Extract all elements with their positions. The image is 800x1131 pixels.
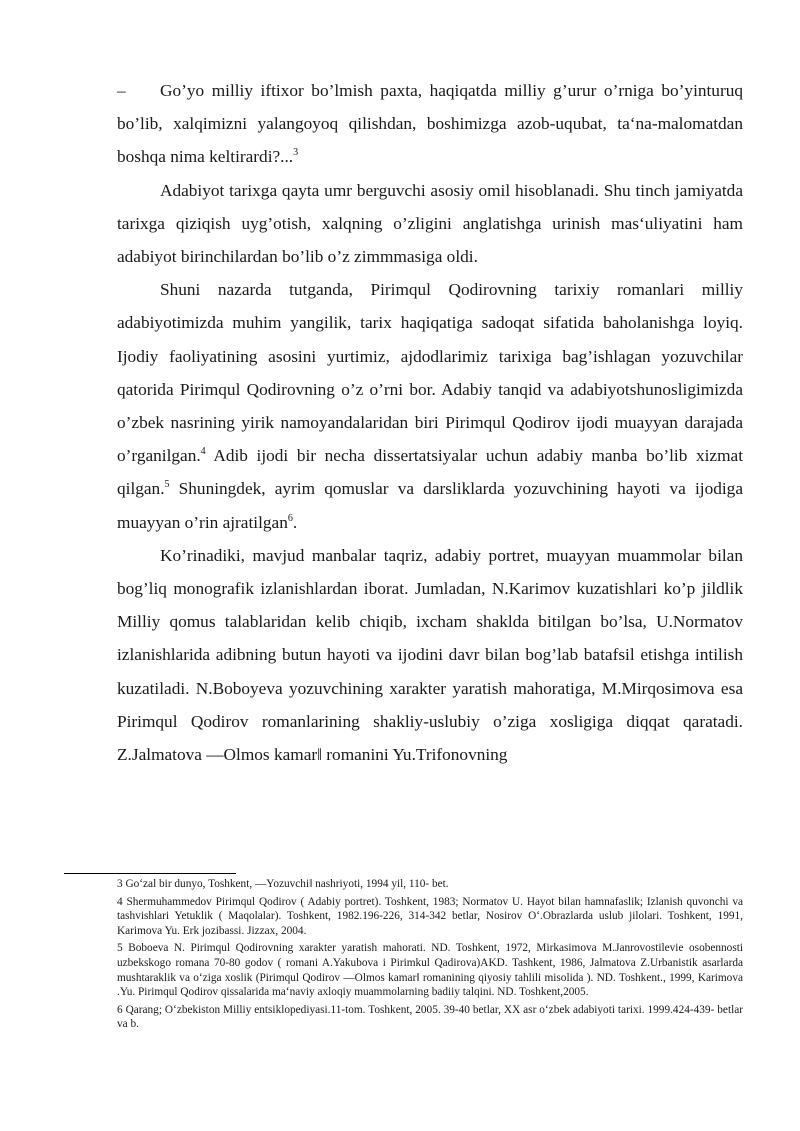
paragraph-3-end: . <box>292 512 298 532</box>
paragraph-3 <box>117 273 743 539</box>
footnote-ref-6[interactable]: 6 <box>287 512 293 524</box>
paragraph-4: Ko’rinadiki, mavjud manbalar taqriz, adabiy portret, muayyan muammolar bilan bog’liq monografik izlanishlardan iborat. Jumladan, N.Karimov kuzatishlari ko’p jildlik Milliy qomus talablaridan kelib chiqib, ixcham shaklda bitilgan bo’lsa, U.Normatov izlanishlarida adibning butun hayoti va ijodini davr bilan bog’lab batafsil etishga intilish kuzatiladi. N.Boboyeva yozuvchining xarakter yaratish mahoratiga, M.Mirqosimova esa Pirimqul Qodirov romanlarining shakliy-uslubiy o’ziga xosligiga diqqat qaratadi. Z.Jalmatova ―Olmos kamar‖ romanini Yu.Trifonovning <box>117 545 743 765</box>
footnote-ref-3[interactable]: 3 <box>293 147 299 159</box>
paragraph-3-text-b: Adib ijodi bir necha dissertatsiyalar uchun adabiy manba bo’lib xizmat qilgan. <box>117 446 743 499</box>
paragraph-3-text-c: Shuningdek, ayrim qomuslar va darsliklarda yozuvchining hayoti va ijodiga muayyan o’rin ajratilgan <box>117 479 743 532</box>
footnote-separator <box>64 873 236 874</box>
footnote-6: 6 Qarang; O‘zbekiston Milliy entsiklopediyasi.11-tom. Toshkent, 2005. 39-40 betlar, XX asr o‘zbek adabiyoti tarixi. 1999.424-439- betlar va b. <box>117 1003 743 1031</box>
footnote-3: 3 Go‘zal bir dunyo, Toshkent, ―Yozuvchi‖ nashriyoti, 1994 yil, 110- bet. <box>117 878 449 890</box>
paragraph-1-text: Go’yo milliy iftixor bo’lmish paxta, haqiqatda milliy g’urur o’rniga bo’yinturuq bo’lib, xalqimizni yalangoyoq qilishdan, boshimizga azob-uqubat, ta‘na-malomatdan boshqa nima keltirardi?... <box>117 81 743 167</box>
paragraph-2: Adabiyot tarixga qayta umr berguvchi asosiy omil hisoblanadi. Shu tinch jamiyatda tarixga qiziqish uyg’otish, xalqning o’zligini anglatishga urinish mas‘uliyatini ham adabiyot birinchilardan bo’lib o’z zimmmasiga oldi. <box>117 180 743 267</box>
footnotes <box>117 877 743 1035</box>
footnote-ref-4[interactable]: 4 <box>200 446 206 458</box>
paragraph-1 <box>117 74 743 174</box>
footnote-ref-5[interactable]: 5 <box>164 479 170 491</box>
footnote-5: 5 Boboeva N. Pirimqul Qodirovning xarakter yaratish mahorati. ND. Toshkent, 1972, Mirkasimova M.Janrovostilevie osobennosti uzbekskogo romana 70-80 godov ( romani A.Yakubova i Pirimkul Qadirova)AKD. Tashkent, 1986, Jalmatova Z.Urbanistik asarlarda mushtaraklik va o‘ziga xoslik (Pirimqul Qodirov ―Olmos kamar‖ romanining qiyosiy tahlili misolida ). ND. Toshkent., 1999, Karimova .Yu. Pirimqul Qodirov qissalarida ma‘naviy axloqiy muammolarning badiiy talqini. ND. Toshkent,2005. <box>117 942 743 999</box>
body-text <box>117 74 743 771</box>
paragraph-3-text-a: Shuni nazarda tutganda, Pirimqul Qodirovning tarixiy romanlari milliy adabiyotimizda muhim yangilik, tarix haqiqatiga sadoqat sifatida baholanishga loyiq. Ijodiy faoliyatining asosini yurtimiz, ajdodlarimiz tarixiga bag’ishlagan yozuvchilar qatorida Pirimqul Qodirovning o’z o’rni bor. Adabiy tanqid va adabiyotshunosligimizda o’zbek nasrining yirik namoyandalaridan biri Pirimqul Qodirov ijodi muayyan darajada o’rganilgan. <box>117 280 743 466</box>
dash-marker: – <box>117 81 126 100</box>
footnote-4: 4 Shermuhammedov Pirimqul Qodirov ( Adabiy portret). Toshkent, 1983; Normatov U. Hayot bilan hamnafaslik; Izlanish quvonchi va tashvishlari Yetuklik ( Maqolalar). Toshkent, 1982.196-226, 314-342 betlar, Nosirov O‘.Obrazlarda uslub jilolari. Toshkent, 1991, Karimova Yu. Erk jozibassi. Jizzax, 2004. <box>117 895 743 937</box>
